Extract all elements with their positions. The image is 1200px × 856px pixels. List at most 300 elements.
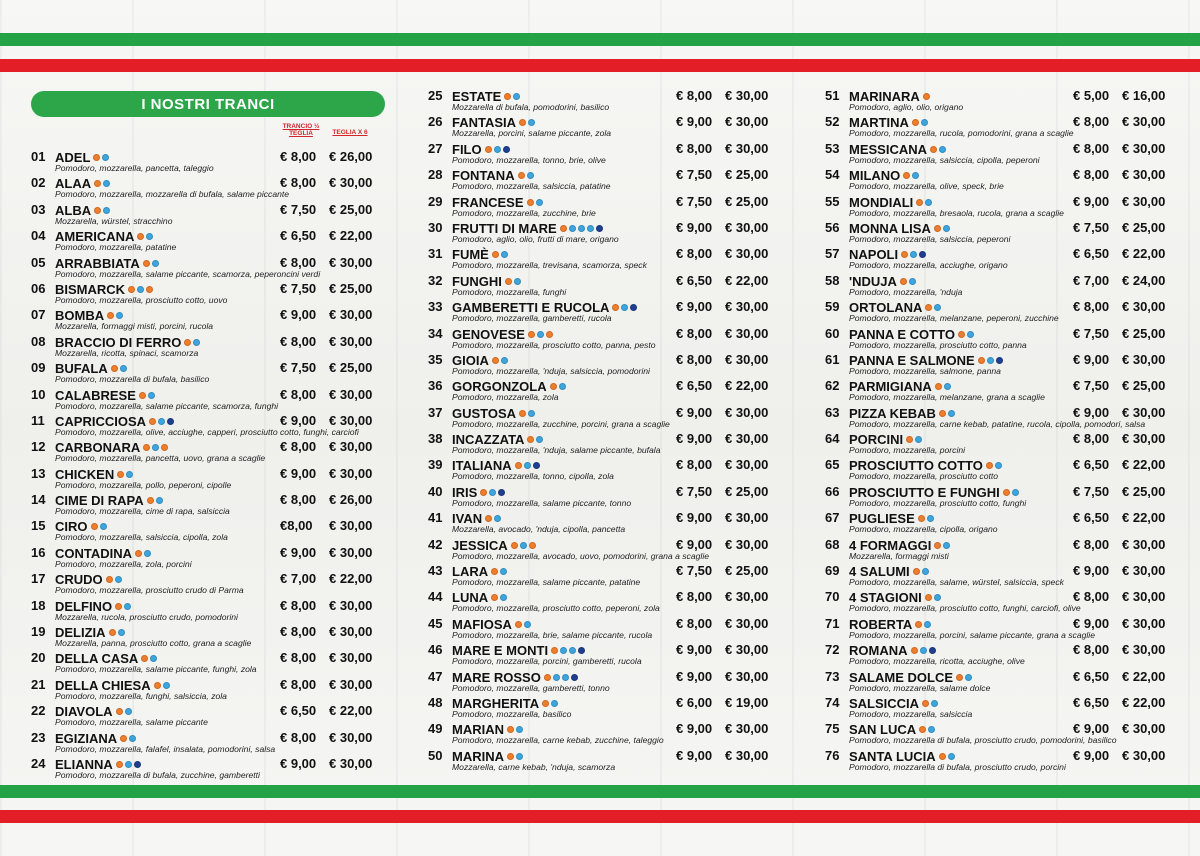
item-number: 51 [825, 88, 840, 103]
allergen-dots [934, 220, 952, 235]
menu-item [825, 378, 1169, 404]
orange-dot-icon [901, 251, 908, 258]
item-name-text: SALSICCIA [849, 695, 920, 711]
slice-price: € 8,00 [280, 492, 317, 508]
item-name-text: DELIZIA [55, 625, 106, 641]
item-name-text: IVAN [452, 511, 483, 527]
light-blue-dot-icon [129, 735, 136, 742]
light-blue-dot-icon [536, 199, 543, 206]
light-blue-dot-icon [920, 647, 927, 654]
item-description: Mozzarella, formaggi misti [849, 550, 949, 561]
item-number: 21 [31, 676, 46, 692]
orange-dot-icon [135, 550, 142, 557]
slice-price: € 9,00 [280, 307, 317, 323]
allergen-dots [91, 518, 109, 533]
tray-price: € 25,00 [329, 201, 373, 217]
item-description: Pomodoro, mozzarella, olive, speck, brie [849, 181, 1004, 192]
allergen-dots [111, 360, 129, 375]
allergen-dots [106, 571, 124, 586]
item-number: 18 [31, 597, 46, 613]
item-name-text: BRACCIO DI FERRO [55, 334, 182, 350]
item-name-text: GIOIA [452, 352, 489, 368]
item-name-text: CALABRESE [55, 387, 136, 403]
item-description: Mozzarella, formaggi misti, porcini, rucola [55, 321, 214, 332]
light-blue-dot-icon [125, 761, 132, 768]
menu-item [825, 616, 1169, 642]
light-blue-dot-icon [193, 339, 200, 346]
light-blue-dot-icon [527, 172, 534, 179]
tray-price: € 25,00 [329, 280, 373, 296]
navy-dot-icon [630, 304, 637, 311]
orange-dot-icon [919, 726, 926, 733]
item-number: 08 [31, 333, 46, 349]
item-description: Pomodoro, mozzarella di bufala, zucchine, gamberetti [55, 769, 260, 780]
item-name-text: MARIAN [452, 722, 504, 738]
allergen-dots [128, 281, 155, 296]
item-name-text: ALBA [55, 202, 92, 218]
allergen-dots [141, 650, 159, 665]
item-name-text: FANTASIA [452, 115, 517, 131]
orange-dot-icon [149, 418, 156, 425]
orange-dot-icon [491, 568, 498, 575]
tray-price: € 30,00 [1122, 167, 1166, 183]
light-blue-dot-icon [934, 304, 941, 311]
orange-dot-icon [934, 542, 941, 549]
allergen-dots [550, 378, 568, 393]
item-number: 53 [825, 140, 840, 156]
item-description: Pomodoro, mozzarella, avocado, uovo, pomodorini, grana a scaglie [452, 550, 710, 561]
item-description: Pomodoro, mozzarella, prosciutto cotto, uovo [55, 294, 228, 305]
item-name-text: DELLA CASA [55, 651, 139, 667]
item-name-text: PIZZA KEBAB [849, 405, 936, 421]
tray-price: € 30,00 [725, 325, 769, 341]
light-blue-dot-icon [102, 154, 109, 161]
item-number: 23 [31, 729, 46, 745]
item-name-text: SALAME DOLCE [849, 669, 953, 685]
allergen-dots [491, 563, 509, 578]
menu-item [31, 334, 385, 360]
orange-dot-icon [94, 180, 101, 187]
item-name-text: DIAVOLA [55, 704, 113, 720]
orange-dot-icon [911, 647, 918, 654]
slice-price: € 6,50 [676, 272, 713, 288]
item-number: 74 [825, 694, 840, 710]
orange-dot-icon [507, 753, 514, 760]
item-description: Pomodoro, mozzarella, zucchine, porcini, grana a scaglie [452, 418, 670, 429]
tray-price: € 30,00 [329, 254, 373, 270]
light-blue-dot-icon [943, 542, 950, 549]
item-name-text: GENOVESE [452, 326, 525, 342]
light-blue-dot-icon [163, 682, 170, 689]
orange-dot-icon [146, 286, 153, 293]
orange-dot-icon [116, 708, 123, 715]
light-blue-dot-icon [520, 542, 527, 549]
tray-price: € 30,00 [725, 510, 769, 526]
orange-dot-icon [923, 93, 930, 100]
item-number: 01 [31, 149, 46, 164]
orange-dot-icon [117, 471, 124, 478]
light-blue-dot-icon [500, 594, 507, 601]
menu-item [31, 281, 385, 307]
light-blue-dot-icon [934, 594, 941, 601]
item-number: 30 [428, 219, 443, 235]
tray-price: € 30,00 [1122, 642, 1166, 658]
slice-price: € 8,00 [1073, 140, 1110, 156]
light-blue-dot-icon [587, 225, 594, 232]
allergen-dots [507, 721, 525, 736]
menu-column-1 [31, 88, 385, 782]
light-blue-dot-icon [925, 199, 932, 206]
orange-dot-icon [485, 146, 492, 153]
item-description: Pomodoro, mozzarella, patatine [55, 242, 177, 253]
item-number: 49 [428, 721, 443, 737]
item-name-text: ESTATE [452, 89, 502, 104]
item-number: 20 [31, 650, 46, 666]
item-number: 07 [31, 307, 46, 323]
menu-item [31, 598, 385, 624]
item-number: 43 [428, 563, 443, 579]
tray-price: € 30,00 [725, 88, 769, 103]
allergen-dots [544, 669, 580, 684]
orange-dot-icon [939, 410, 946, 417]
item-description: Pomodoro, mozzarella, mozzarella di bufala, salame piccante [55, 189, 290, 200]
item-number: 12 [31, 439, 46, 455]
green-stripe-bottom [0, 785, 1200, 798]
item-description: Pomodoro, mozzarella, cipolla, origano [849, 524, 998, 535]
light-blue-dot-icon [144, 550, 151, 557]
orange-dot-icon [120, 735, 127, 742]
allergen-dots [519, 405, 537, 420]
menu-item [428, 642, 774, 668]
tray-price: € 30,00 [329, 465, 373, 481]
menu-item [31, 175, 385, 201]
item-description: Pomodoro, mozzarella, 'nduja, salame piccante, bufala [452, 445, 661, 456]
item-name-text: MARINA [452, 748, 504, 764]
item-name-text: CARBONARA [55, 440, 141, 456]
tray-price: € 22,00 [1122, 668, 1166, 684]
item-number: 58 [825, 272, 840, 288]
item-number: 47 [428, 668, 443, 684]
tray-price: € 30,00 [725, 431, 769, 447]
light-blue-dot-icon [124, 603, 131, 610]
slice-price: € 9,00 [676, 668, 713, 684]
slice-price: € 9,00 [676, 431, 713, 447]
item-name-text: LARA [452, 564, 489, 580]
slice-price: € 6,50 [1073, 668, 1110, 684]
allergen-dots [939, 748, 957, 763]
tray-price: € 30,00 [1122, 404, 1166, 420]
tray-price: € 25,00 [725, 167, 769, 183]
light-blue-dot-icon [514, 278, 521, 285]
item-name-text: PARMIGIANA [849, 379, 932, 395]
orange-dot-icon [542, 700, 549, 707]
item-description: Mozzarella, panna, prosciutto cotto, grana a scaglie [55, 638, 252, 649]
item-name-text: 'NDUJA [849, 273, 897, 289]
item-description: Pomodoro, mozzarella, salame piccante, tonno [452, 497, 632, 508]
item-name-text: PORCINI [849, 432, 904, 448]
slice-price: € 9,00 [1073, 721, 1110, 737]
item-description: Pomodoro, mozzarella, tonno, brie, olive [452, 154, 606, 165]
navy-dot-icon [919, 251, 926, 258]
item-number: 41 [428, 510, 443, 526]
tray-price: € 30,00 [725, 140, 769, 156]
orange-dot-icon [106, 576, 113, 583]
allergen-dots [117, 466, 135, 481]
menu-item [825, 510, 1169, 536]
tray-price: € 24,00 [1122, 272, 1166, 288]
item-name-text: FRUTTI DI MARE [452, 220, 557, 236]
menu-item [428, 537, 774, 563]
item-description: Pomodoro, mozzarella, olive, acciughe, capperi, prosciutto cotto, funghi, carciofi [55, 426, 359, 437]
light-blue-dot-icon [148, 392, 155, 399]
menu-item [825, 194, 1169, 220]
item-number: 75 [825, 721, 840, 737]
orange-dot-icon [544, 674, 551, 681]
item-description: Pomodoro, mozzarella, salmone, panna [849, 365, 1001, 376]
menu-item [825, 326, 1169, 352]
menu-item [825, 88, 1169, 114]
item-name-text: MONNA LISA [849, 220, 931, 236]
orange-dot-icon [504, 93, 511, 100]
slice-price: € 8,00 [676, 457, 713, 473]
menu-item [428, 431, 774, 457]
item-name-text: 4 FORMAGGI [849, 537, 932, 553]
item-number: 05 [31, 254, 46, 270]
tray-price: € 30,00 [329, 175, 373, 191]
menu-item [31, 360, 385, 386]
item-description: Pomodoro, mozzarella, prosciutto cotto [849, 471, 999, 482]
orange-dot-icon [922, 700, 929, 707]
menu-item [428, 273, 774, 299]
navy-dot-icon [167, 418, 174, 425]
orange-dot-icon [505, 278, 512, 285]
light-blue-dot-icon [927, 515, 934, 522]
menu-item [825, 431, 1169, 457]
tray-price: € 25,00 [1122, 378, 1166, 394]
orange-dot-icon [527, 199, 534, 206]
allergen-dots [518, 167, 536, 182]
item-number: 35 [428, 351, 443, 367]
orange-dot-icon [978, 357, 985, 364]
slice-price: € 8,00 [1073, 114, 1110, 130]
tray-price: € 30,00 [329, 729, 373, 745]
orange-dot-icon [143, 260, 150, 267]
navy-dot-icon [533, 462, 540, 469]
light-blue-dot-icon [924, 621, 931, 628]
light-blue-dot-icon [528, 119, 535, 126]
menu-item [428, 194, 774, 220]
allergen-dots [511, 537, 538, 552]
item-name-text: PUGLIESE [849, 511, 915, 527]
item-description: Pomodoro, mozzarella, pancetta, taleggio [55, 163, 214, 173]
tray-price: € 30,00 [329, 597, 373, 613]
light-blue-dot-icon [126, 471, 133, 478]
slice-price: € 6,50 [1073, 510, 1110, 526]
allergen-dots [986, 457, 1004, 472]
menu-item [428, 220, 774, 246]
item-name-text: MARINARA [849, 89, 920, 104]
orange-dot-icon [519, 410, 526, 417]
menu-item [825, 299, 1169, 325]
allergen-dots [551, 642, 587, 657]
menu-item [31, 756, 385, 782]
tray-price: € 30,00 [329, 544, 373, 560]
tray-price: € 22,00 [1122, 510, 1166, 526]
allergen-dots [934, 537, 952, 552]
menu-item [428, 88, 774, 114]
light-blue-dot-icon [516, 753, 523, 760]
item-description: Pomodoro, mozzarella, porcini, salame piccante, grana a scaglie [849, 629, 1096, 640]
slice-price: € 6,50 [280, 703, 317, 719]
tray-price: € 30,00 [329, 307, 373, 323]
allergen-dots [154, 677, 172, 692]
allergen-dots [925, 299, 943, 314]
light-blue-dot-icon [948, 410, 955, 417]
item-number: 14 [31, 492, 46, 508]
allergen-dots [935, 378, 953, 393]
menu-item [428, 378, 774, 404]
light-blue-dot-icon [553, 674, 560, 681]
header-tray-price: TEGLIA X 6 [332, 129, 368, 136]
orange-dot-icon [935, 383, 942, 390]
light-blue-dot-icon [965, 674, 972, 681]
navy-dot-icon [578, 647, 585, 654]
menu-item [428, 246, 774, 272]
item-description: Mozzarella, ricotta, spinaci, scamorza [55, 347, 199, 358]
item-name-text: ROMANA [849, 643, 908, 659]
allergen-dots [143, 255, 161, 270]
item-description: Pomodoro, mozzarella, porcini [849, 445, 966, 456]
allergen-dots [143, 439, 170, 454]
item-description: Pomodoro, mozzarella, salsiccia [849, 708, 973, 719]
item-number: 10 [31, 386, 46, 402]
allergen-dots [519, 114, 537, 129]
slice-price: € 7,00 [1073, 272, 1110, 288]
menu-item [428, 721, 774, 747]
item-number: 26 [428, 114, 443, 130]
allergen-dots [906, 431, 924, 446]
item-name-text: 4 SALUMI [849, 564, 910, 580]
menu-item [31, 413, 385, 439]
menu-item [428, 457, 774, 483]
slice-price: € 9,00 [676, 642, 713, 658]
slice-price: € 7,50 [280, 280, 317, 296]
menu-item [428, 141, 774, 167]
menu-item [825, 352, 1169, 378]
slice-price: € 7,00 [280, 571, 317, 587]
slice-price: € 6,00 [676, 694, 713, 710]
tray-price: € 30,00 [1122, 563, 1166, 579]
header-slice-price: TRANCIO ½ TEGLIA [282, 123, 320, 137]
slice-price: € 8,00 [1073, 642, 1110, 658]
menu-item [31, 677, 385, 703]
orange-dot-icon [94, 207, 101, 214]
light-blue-dot-icon [103, 180, 110, 187]
orange-dot-icon [492, 357, 499, 364]
item-description: Pomodoro, mozzarella, prosciutto cotto, panna [849, 339, 1027, 350]
orange-dot-icon [958, 331, 965, 338]
menu-item [31, 518, 385, 544]
orange-dot-icon [612, 304, 619, 311]
navy-dot-icon [996, 357, 1003, 364]
tray-price: € 30,00 [1122, 589, 1166, 605]
item-description: Pomodoro, mozzarella, salsiccia, cipolla, peperoni [849, 154, 1040, 165]
slice-price: € 7,50 [280, 360, 317, 376]
tray-price: € 30,00 [329, 755, 373, 771]
item-number: 03 [31, 201, 46, 217]
menu-item [31, 545, 385, 571]
item-number: 52 [825, 114, 840, 130]
allergen-dots [515, 457, 542, 472]
item-description: Pomodoro, mozzarella, carne kebab, patatine, rucola, cipolla, pomodori, salsa [849, 418, 1146, 429]
light-blue-dot-icon [150, 655, 157, 662]
tray-price: € 30,00 [329, 624, 373, 640]
slice-price: € 8,00 [280, 254, 317, 270]
tray-price: € 16,00 [1122, 88, 1166, 103]
item-number: 67 [825, 510, 840, 526]
item-description: Pomodoro, mozzarella, melanzane, peperoni, zucchine [849, 313, 1059, 324]
tray-price: € 26,00 [329, 492, 373, 508]
allergen-dots [135, 545, 153, 560]
allergen-dots [958, 326, 976, 341]
slice-price: € 8,00 [1073, 431, 1110, 447]
green-stripe-top [0, 33, 1200, 46]
allergen-dots [528, 326, 555, 341]
light-blue-dot-icon [562, 674, 569, 681]
item-description: Pomodoro, mozzarella, melanzane, grana a scaglie [849, 392, 1045, 403]
item-name-text: FUNGHI [452, 273, 502, 289]
allergen-dots [956, 669, 974, 684]
tray-price: € 30,00 [725, 351, 769, 367]
item-number: 34 [428, 325, 443, 341]
item-number: 13 [31, 465, 46, 481]
slice-price: € 6,50 [1073, 457, 1110, 473]
item-description: Pomodoro, mozzarella, pancetta, uovo, grana a scaglie [55, 453, 266, 464]
orange-dot-icon [518, 172, 525, 179]
menu-item [428, 484, 774, 510]
menu-item [31, 650, 385, 676]
item-name-text: ROBERTA [849, 616, 913, 632]
item-number: 65 [825, 457, 840, 473]
allergen-dots [923, 88, 932, 103]
navy-dot-icon [498, 489, 505, 496]
orange-dot-icon [918, 515, 925, 522]
slice-price: € 8,00 [676, 88, 713, 103]
slice-price: € 8,00 [280, 439, 317, 455]
item-name-text: GUSTOSA [452, 405, 517, 421]
item-description: Pomodoro, mozzarella, zucchine, brie [452, 207, 596, 218]
item-number: 02 [31, 175, 46, 191]
slice-price: € 9,00 [280, 465, 317, 481]
orange-dot-icon [147, 497, 154, 504]
orange-dot-icon [551, 647, 558, 654]
item-number: 39 [428, 457, 443, 473]
orange-dot-icon [141, 655, 148, 662]
slice-price: € 8,00 [1073, 536, 1110, 552]
tray-price: € 22,00 [329, 703, 373, 719]
orange-dot-icon [913, 568, 920, 575]
item-name-text: CRUDO [55, 572, 103, 588]
item-description: Pomodoro, mozzarella, gamberetti, rucola [452, 313, 612, 324]
item-name-text: PANNA E SALMONE [849, 352, 975, 368]
item-number: 28 [428, 167, 443, 183]
menu-item [825, 563, 1169, 589]
light-blue-dot-icon [912, 172, 919, 179]
slice-price: € 9,00 [676, 536, 713, 552]
item-name-text: CIME DI RAPA [55, 493, 144, 509]
item-description: Pomodoro, mozzarella, rucola, pomodorini, grana a scaglie [849, 128, 1074, 139]
slice-price: € 9,00 [676, 404, 713, 420]
